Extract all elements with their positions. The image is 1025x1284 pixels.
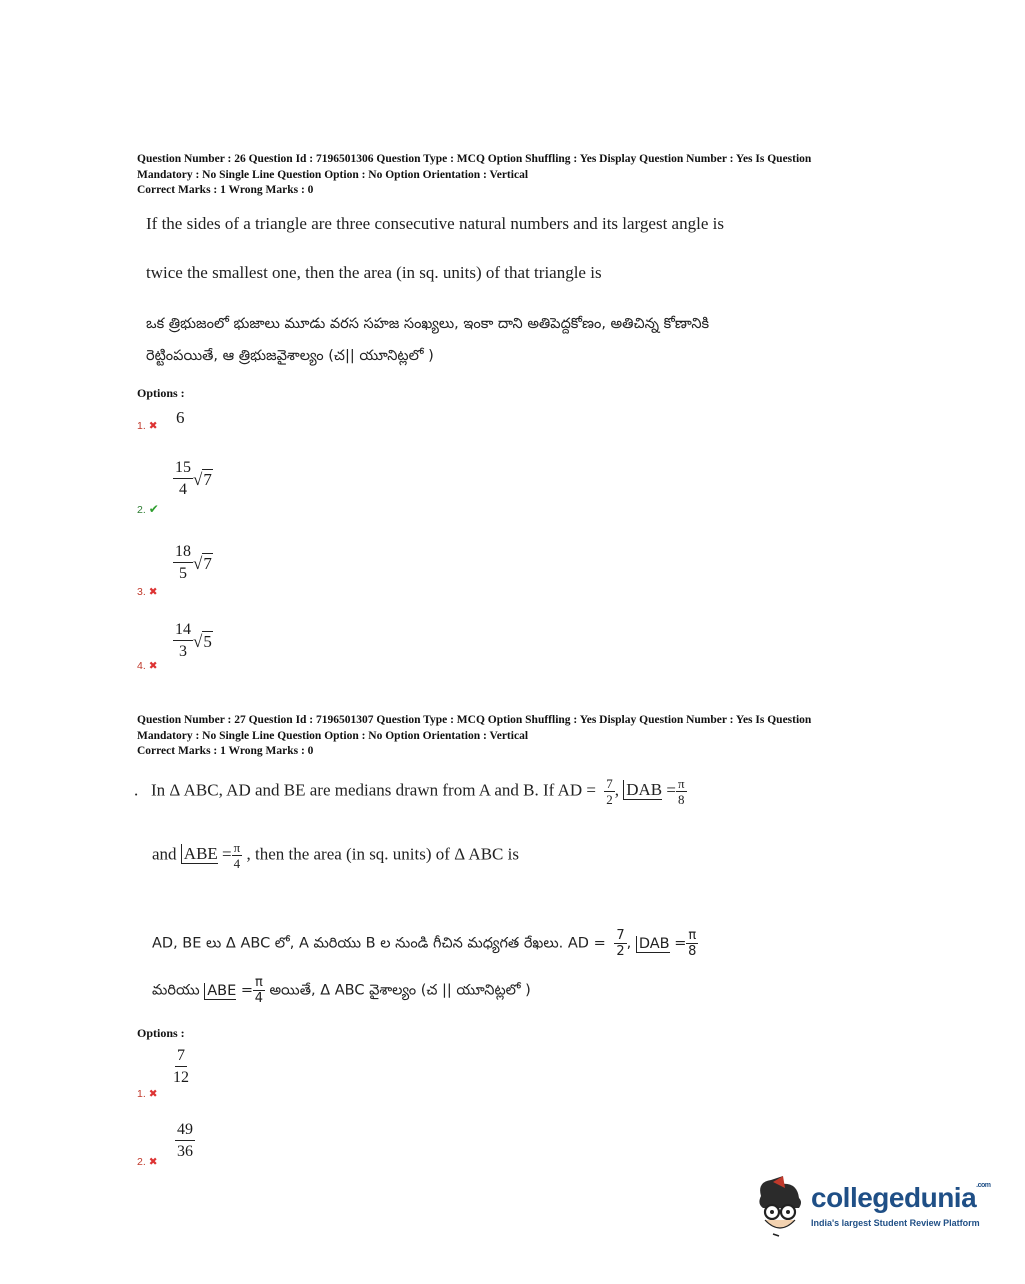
- q27-meta: [137, 713, 877, 760]
- option-number: 2. ✖: [137, 1156, 158, 1168]
- q26-text-en-line2: twice the smallest one, then the area (in sq. units) of that triangle is: [146, 263, 602, 282]
- mascot-icon: [753, 1174, 809, 1238]
- logo-tagline: India's largest Student Review Platform: [811, 1218, 980, 1228]
- collegedunia-logo[interactable]: [753, 1170, 989, 1240]
- option-value: $\frac{7}{12}$: [173, 1047, 189, 1086]
- q27-meta-line1: Question Number : 27 Question Id : 7196501307 Question Type : MCQ Option Shuffling : Yes Display Question Number : Yes Is Question: [137, 714, 812, 726]
- option-number: 2. ✔: [137, 502, 159, 516]
- option-number: 1. ✖: [137, 1088, 158, 1100]
- option-number: 1. ✖: [137, 420, 158, 432]
- q26-text-te-line1: ఒక త్రిభుజంలో భుజాలు మూడు వరస సహజ సంఖ్యలు, ఇంకా దాని అతిపెద్దకోణం, అతిచిన్న కోణానికి: [146, 316, 710, 332]
- option-value: 6: [176, 408, 185, 427]
- q26-marks: Correct Marks : 1 Wrong Marks : 0: [137, 184, 314, 196]
- q27-marks: Correct Marks : 1 Wrong Marks : 0: [137, 745, 314, 757]
- q26-options-label: Options :: [137, 386, 185, 400]
- q26-meta: [137, 152, 877, 199]
- q27-meta-line2: Mandatory : No Single Line Question Option : No Option Orientation : Vertical: [137, 729, 529, 742]
- wrong-mark-icon: ✖: [148, 420, 158, 432]
- option-value: $\frac{49}{36}$: [177, 1121, 193, 1160]
- q27-text-te-line1: AD, BE లు Δ ABC లో, A మరియు B ల నుండి గీచిన మధ్యగత రేఖలు. AD = $\frac{7}{2}$ , DAB = $\frac{\pi}{8}$: [152, 928, 697, 959]
- wrong-mark-icon: ✖: [148, 1088, 158, 1100]
- option-value: $\frac{15}{4}$ √7: [175, 459, 212, 498]
- q27-options-label: Options :: [137, 1026, 185, 1040]
- option-value: $\frac{14}{3}$ √5: [175, 621, 212, 660]
- option-number: 4. ✖: [137, 660, 158, 672]
- q26-meta-line1: Question Number : 26 Question Id : 7196501306 Question Type : MCQ Option Shuffling : Yes Display Question Number : Yes Is Question: [137, 153, 812, 165]
- q27-text-en-line2: and ABE = $\frac{\pi}{4}$ , then the area (in sq. units) of Δ ABC is: [152, 840, 519, 871]
- wrong-mark-icon: ✖: [148, 586, 158, 598]
- option-value: $\frac{18}{5}$ √7: [175, 543, 212, 582]
- q27-text-te-line2: మరియు ABE = $\frac{\pi}{4}$ అయితే, Δ ABC వైశాల్యం (చ || యూనిట్లలో ): [152, 975, 531, 1006]
- q26-meta-line2: Mandatory : No Single Line Question Option : No Option Orientation : Vertical: [137, 168, 529, 181]
- option-number: 3. ✖: [137, 586, 158, 598]
- wrong-mark-icon: ✖: [148, 1156, 158, 1168]
- bullet: .: [134, 780, 139, 800]
- q27-text-en-line1: . In Δ ABC, AD and BE are medians drawn from A and B. If AD = $\frac{7}{2}$ , DAB = $\frac{\pi}{8}$: [134, 776, 685, 807]
- q26-text-te-line2: రెట్టింపయితే, ఆ త్రిభుజవైశాల్యం (చ|| యూనిట్లలో ): [146, 348, 434, 364]
- wrong-mark-icon: ✖: [148, 660, 158, 672]
- correct-check-icon: ✔: [148, 502, 159, 516]
- q26-text-en-line1: If the sides of a triangle are three consecutive natural numbers and its largest angle is: [146, 214, 724, 233]
- logo-name: collegedunia$^{.com}$: [811, 1182, 991, 1213]
